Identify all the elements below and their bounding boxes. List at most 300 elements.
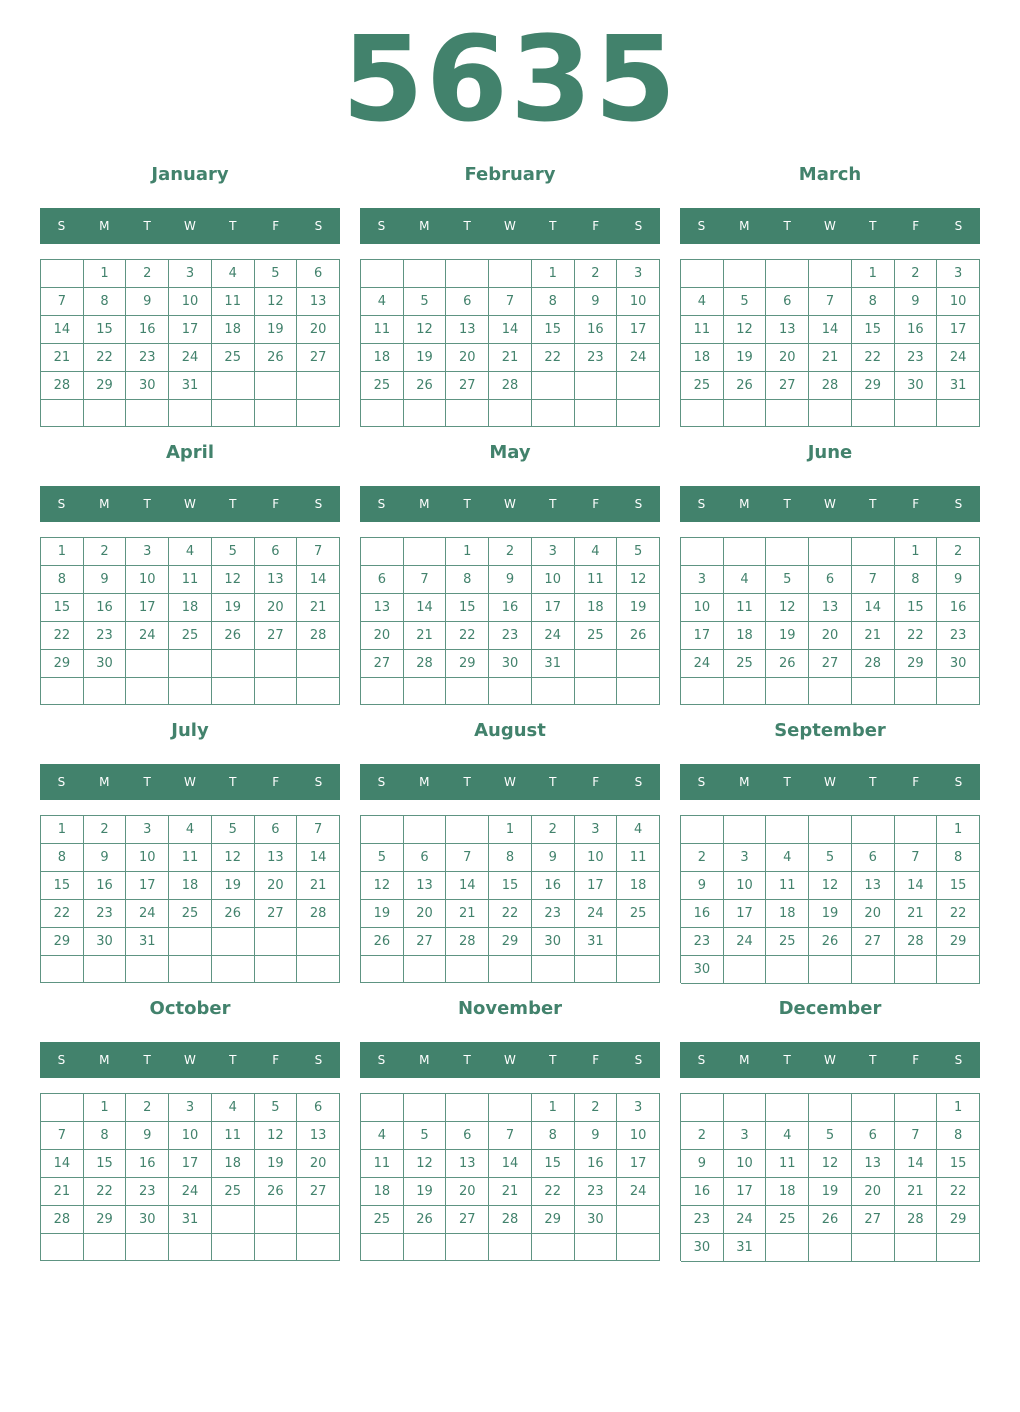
day-cell: 20 [255, 872, 298, 900]
weekday-label: T [869, 775, 877, 789]
empty-day-cell [255, 1206, 298, 1234]
weekday-label: T [549, 219, 557, 233]
empty-day-cell [361, 400, 404, 427]
day-cell: 6 [446, 1122, 489, 1150]
empty-day-cell [895, 1094, 938, 1122]
empty-day-cell [617, 1206, 660, 1234]
empty-day-cell [404, 956, 447, 983]
day-cell: 30 [681, 956, 724, 984]
empty-day-cell [617, 400, 660, 427]
day-cell: 1 [489, 816, 532, 844]
day-cell: 1 [446, 538, 489, 566]
day-cell: 21 [446, 900, 489, 928]
day-cell: 22 [84, 344, 127, 372]
day-cell: 12 [617, 566, 660, 594]
day-cell: 16 [126, 316, 169, 344]
empty-day-cell [361, 538, 404, 566]
weekday-header [680, 208, 980, 244]
weekday-header [680, 764, 980, 800]
day-cell: 17 [937, 316, 980, 344]
day-cell: 18 [681, 344, 724, 372]
weekday-label: W [824, 219, 836, 233]
day-cell: 17 [532, 594, 575, 622]
day-cell: 12 [212, 566, 255, 594]
empty-day-cell [532, 400, 575, 427]
weekday-label: S [57, 1053, 66, 1067]
day-cell: 15 [895, 594, 938, 622]
day-cell: 9 [575, 1122, 618, 1150]
empty-day-cell [297, 678, 340, 705]
empty-day-cell [212, 650, 255, 678]
day-cell: 13 [446, 316, 489, 344]
day-cell: 25 [681, 372, 724, 400]
empty-day-cell [681, 400, 724, 427]
empty-day-cell [84, 956, 127, 983]
weekday-label: W [824, 497, 836, 511]
day-cell: 11 [212, 1122, 255, 1150]
weekday-label: W [184, 1053, 196, 1067]
empty-day-cell [41, 956, 84, 983]
day-cell: 20 [361, 622, 404, 650]
day-cell: 24 [126, 622, 169, 650]
day-cell: 24 [937, 344, 980, 372]
empty-day-cell [852, 538, 895, 566]
weekday-label: T [783, 219, 791, 233]
empty-day-cell [404, 1094, 447, 1122]
day-cell: 18 [169, 594, 212, 622]
empty-day-cell [617, 678, 660, 705]
day-cell: 6 [852, 1122, 895, 1150]
day-cell: 13 [852, 1150, 895, 1178]
weekday-label: T [869, 1053, 877, 1067]
day-cell: 12 [404, 1150, 447, 1178]
day-cell: 19 [404, 1178, 447, 1206]
day-cell: 24 [681, 650, 724, 678]
weekday-label: T [463, 775, 471, 789]
weekday-label: T [869, 219, 877, 233]
empty-day-cell [404, 816, 447, 844]
day-cell: 3 [126, 538, 169, 566]
day-cell: 28 [404, 650, 447, 678]
day-cell: 19 [724, 344, 767, 372]
empty-day-cell [852, 400, 895, 427]
day-cell: 28 [895, 1206, 938, 1234]
day-cell: 30 [126, 372, 169, 400]
day-cell: 27 [446, 372, 489, 400]
day-cell: 5 [404, 288, 447, 316]
weekday-header [360, 1042, 660, 1078]
day-cell: 22 [937, 900, 980, 928]
empty-day-cell [852, 956, 895, 984]
day-cell: 7 [809, 288, 852, 316]
day-cell: 26 [255, 1178, 298, 1206]
day-cell: 3 [724, 844, 767, 872]
day-cell: 22 [937, 1178, 980, 1206]
empty-day-cell [255, 678, 298, 705]
empty-day-cell [297, 400, 340, 427]
day-cell: 8 [532, 288, 575, 316]
weekday-label: T [143, 1053, 151, 1067]
empty-day-cell [809, 1234, 852, 1262]
day-cell: 18 [361, 344, 404, 372]
day-cell: 15 [489, 872, 532, 900]
empty-day-cell [446, 678, 489, 705]
month-name: June [807, 442, 853, 463]
empty-day-cell [766, 538, 809, 566]
empty-day-cell [937, 400, 980, 427]
day-cell: 17 [126, 594, 169, 622]
day-cell: 20 [766, 344, 809, 372]
empty-day-cell [681, 1094, 724, 1122]
weekday-header [40, 486, 340, 522]
empty-day-cell [169, 400, 212, 427]
day-cell: 22 [489, 900, 532, 928]
day-cell: 8 [895, 566, 938, 594]
day-cell: 28 [852, 650, 895, 678]
day-cell: 10 [126, 566, 169, 594]
day-cell: 21 [41, 344, 84, 372]
day-cell: 12 [766, 594, 809, 622]
empty-day-cell [852, 816, 895, 844]
day-cell: 25 [766, 928, 809, 956]
empty-day-cell [489, 1094, 532, 1122]
day-cell: 2 [126, 1094, 169, 1122]
day-cell: 8 [937, 844, 980, 872]
day-cell: 5 [809, 1122, 852, 1150]
day-cell: 18 [724, 622, 767, 650]
empty-day-cell [361, 1234, 404, 1261]
weekday-label: S [954, 497, 963, 511]
weekday-header [680, 1042, 980, 1078]
day-cell: 27 [404, 928, 447, 956]
weekday-label: S [697, 775, 706, 789]
day-cell: 5 [724, 288, 767, 316]
day-cell: 28 [297, 900, 340, 928]
day-cell: 19 [361, 900, 404, 928]
day-cell: 2 [681, 1122, 724, 1150]
weekday-label: T [463, 497, 471, 511]
weekday-label: T [783, 775, 791, 789]
day-cell: 5 [617, 538, 660, 566]
weekday-label: T [783, 497, 791, 511]
empty-day-cell [575, 400, 618, 427]
empty-day-cell [617, 956, 660, 983]
day-cell: 10 [617, 288, 660, 316]
day-cell: 22 [41, 622, 84, 650]
day-cell: 30 [84, 928, 127, 956]
day-cell: 11 [681, 316, 724, 344]
weekday-header [40, 764, 340, 800]
day-cell: 18 [575, 594, 618, 622]
day-cell: 15 [532, 1150, 575, 1178]
weekday-label: S [697, 219, 706, 233]
month-name: February [464, 164, 556, 185]
day-cell: 13 [297, 288, 340, 316]
empty-day-cell [809, 400, 852, 427]
weekday-label: T [783, 1053, 791, 1067]
day-cell: 11 [724, 594, 767, 622]
day-cell: 24 [169, 344, 212, 372]
day-cell: 11 [212, 288, 255, 316]
empty-day-cell [681, 816, 724, 844]
day-cell: 2 [681, 844, 724, 872]
empty-day-cell [169, 650, 212, 678]
weekday-label: M [99, 1053, 110, 1067]
day-cell: 27 [255, 622, 298, 650]
empty-day-cell [255, 372, 298, 400]
day-cell: 25 [766, 1206, 809, 1234]
empty-day-cell [297, 928, 340, 956]
day-cell: 3 [724, 1122, 767, 1150]
empty-day-cell [617, 1234, 660, 1261]
day-cell: 28 [297, 622, 340, 650]
empty-day-cell [84, 1234, 127, 1261]
weekday-label: W [504, 219, 516, 233]
day-cell: 14 [446, 872, 489, 900]
day-cell: 8 [852, 288, 895, 316]
day-cell: 5 [255, 260, 298, 288]
empty-day-cell [255, 1234, 298, 1261]
weekday-label: S [314, 1053, 323, 1067]
day-cell: 9 [126, 288, 169, 316]
day-cell: 6 [255, 816, 298, 844]
day-cell: 14 [297, 844, 340, 872]
empty-day-cell [361, 1094, 404, 1122]
empty-day-cell [489, 260, 532, 288]
day-cell: 21 [404, 622, 447, 650]
weekday-label: F [272, 775, 280, 789]
empty-day-cell [766, 260, 809, 288]
day-cell: 26 [212, 900, 255, 928]
empty-day-cell [895, 1234, 938, 1262]
day-cell: 20 [809, 622, 852, 650]
day-cell: 16 [937, 594, 980, 622]
day-cell: 10 [532, 566, 575, 594]
day-cell: 7 [446, 844, 489, 872]
day-cell: 23 [575, 1178, 618, 1206]
day-cell: 11 [361, 1150, 404, 1178]
empty-day-cell [212, 400, 255, 427]
day-cell: 30 [895, 372, 938, 400]
day-cell: 24 [617, 1178, 660, 1206]
day-cell: 29 [489, 928, 532, 956]
empty-day-cell [809, 678, 852, 705]
day-cell: 11 [766, 1150, 809, 1178]
weekday-label: W [504, 1053, 516, 1067]
day-cell: 27 [446, 1206, 489, 1234]
day-cell: 30 [937, 650, 980, 678]
day-cell: 23 [84, 622, 127, 650]
empty-day-cell [895, 400, 938, 427]
empty-day-cell [212, 956, 255, 983]
empty-day-cell [532, 372, 575, 400]
day-cell: 7 [297, 538, 340, 566]
empty-day-cell [852, 1234, 895, 1262]
day-cell: 24 [724, 1206, 767, 1234]
empty-day-cell [617, 372, 660, 400]
day-cell: 16 [681, 900, 724, 928]
day-cell: 18 [169, 872, 212, 900]
empty-day-cell [489, 678, 532, 705]
day-cell: 16 [681, 1178, 724, 1206]
empty-day-cell [766, 816, 809, 844]
weekday-label: T [869, 497, 877, 511]
empty-day-cell [937, 678, 980, 705]
day-cell: 17 [724, 1178, 767, 1206]
day-cell: 30 [489, 650, 532, 678]
empty-day-cell [809, 260, 852, 288]
weekday-label: M [739, 775, 750, 789]
day-cell: 22 [895, 622, 938, 650]
day-cell: 4 [766, 1122, 809, 1150]
weekday-label: M [99, 497, 110, 511]
empty-day-cell [937, 1234, 980, 1262]
day-cell: 4 [361, 288, 404, 316]
empty-day-cell [212, 1234, 255, 1261]
day-cell: 18 [361, 1178, 404, 1206]
day-cell: 20 [404, 900, 447, 928]
day-cell: 24 [575, 900, 618, 928]
day-cell: 18 [212, 1150, 255, 1178]
day-cell: 9 [681, 1150, 724, 1178]
day-cell: 4 [361, 1122, 404, 1150]
weekday-label: M [739, 219, 750, 233]
day-cell: 25 [169, 622, 212, 650]
day-cell: 9 [681, 872, 724, 900]
weekday-label: S [314, 775, 323, 789]
day-cell: 9 [84, 844, 127, 872]
day-cell: 6 [404, 844, 447, 872]
empty-day-cell [404, 400, 447, 427]
day-cell: 9 [532, 844, 575, 872]
month-name: July [171, 720, 209, 741]
day-cell: 20 [852, 900, 895, 928]
day-cell: 25 [361, 372, 404, 400]
day-cell: 12 [404, 316, 447, 344]
day-cell: 4 [212, 1094, 255, 1122]
empty-day-cell [126, 650, 169, 678]
day-cell: 25 [361, 1206, 404, 1234]
weekday-label: M [739, 497, 750, 511]
day-grid [40, 815, 340, 983]
day-cell: 29 [84, 1206, 127, 1234]
empty-day-cell [361, 956, 404, 983]
day-cell: 15 [84, 1150, 127, 1178]
day-cell: 1 [852, 260, 895, 288]
weekday-label: W [824, 775, 836, 789]
day-cell: 27 [852, 928, 895, 956]
empty-day-cell [895, 678, 938, 705]
day-cell: 3 [126, 816, 169, 844]
day-cell: 6 [361, 566, 404, 594]
day-cell: 6 [446, 288, 489, 316]
day-cell: 5 [404, 1122, 447, 1150]
day-cell: 23 [126, 344, 169, 372]
empty-day-cell [532, 1234, 575, 1261]
day-grid [360, 815, 660, 983]
day-cell: 14 [489, 316, 532, 344]
day-cell: 5 [255, 1094, 298, 1122]
day-cell: 14 [852, 594, 895, 622]
day-cell: 12 [212, 844, 255, 872]
day-cell: 21 [297, 872, 340, 900]
day-cell: 22 [41, 900, 84, 928]
empty-day-cell [852, 678, 895, 705]
day-cell: 18 [617, 872, 660, 900]
day-cell: 19 [404, 344, 447, 372]
day-cell: 29 [937, 928, 980, 956]
weekday-label: S [377, 775, 386, 789]
day-grid [360, 1093, 660, 1261]
day-cell: 31 [937, 372, 980, 400]
day-cell: 13 [852, 872, 895, 900]
empty-day-cell [255, 650, 298, 678]
day-cell: 10 [575, 844, 618, 872]
day-cell: 3 [617, 260, 660, 288]
weekday-header [40, 208, 340, 244]
day-cell: 5 [212, 816, 255, 844]
day-cell: 13 [361, 594, 404, 622]
weekday-label: S [697, 1053, 706, 1067]
day-cell: 14 [41, 1150, 84, 1178]
day-cell: 13 [446, 1150, 489, 1178]
day-cell: 14 [895, 872, 938, 900]
day-cell: 25 [212, 344, 255, 372]
weekday-label: F [272, 219, 280, 233]
day-cell: 29 [852, 372, 895, 400]
day-cell: 6 [297, 260, 340, 288]
day-cell: 19 [617, 594, 660, 622]
weekday-label: W [184, 219, 196, 233]
day-cell: 26 [766, 650, 809, 678]
day-cell: 7 [895, 1122, 938, 1150]
day-cell: 8 [84, 1122, 127, 1150]
day-cell: 23 [489, 622, 532, 650]
day-cell: 24 [724, 928, 767, 956]
day-cell: 8 [937, 1122, 980, 1150]
empty-day-cell [532, 678, 575, 705]
empty-day-cell [575, 372, 618, 400]
day-cell: 6 [766, 288, 809, 316]
day-cell: 29 [41, 650, 84, 678]
weekday-label: T [463, 1053, 471, 1067]
day-cell: 8 [41, 566, 84, 594]
weekday-header [360, 486, 660, 522]
weekday-label: S [634, 1053, 643, 1067]
day-cell: 15 [41, 594, 84, 622]
empty-day-cell [575, 678, 618, 705]
day-cell: 5 [212, 538, 255, 566]
day-cell: 7 [489, 1122, 532, 1150]
empty-day-cell [575, 650, 618, 678]
day-cell: 27 [361, 650, 404, 678]
empty-day-cell [766, 678, 809, 705]
day-grid [680, 537, 980, 705]
day-cell: 20 [297, 1150, 340, 1178]
day-cell: 20 [297, 316, 340, 344]
day-grid [360, 259, 660, 427]
empty-day-cell [297, 956, 340, 983]
weekday-label: M [99, 219, 110, 233]
empty-day-cell [809, 816, 852, 844]
day-cell: 3 [532, 538, 575, 566]
day-cell: 16 [532, 872, 575, 900]
weekday-label: F [272, 497, 280, 511]
day-grid [680, 815, 980, 983]
weekday-label: F [592, 497, 600, 511]
empty-day-cell [404, 1234, 447, 1261]
day-cell: 20 [255, 594, 298, 622]
